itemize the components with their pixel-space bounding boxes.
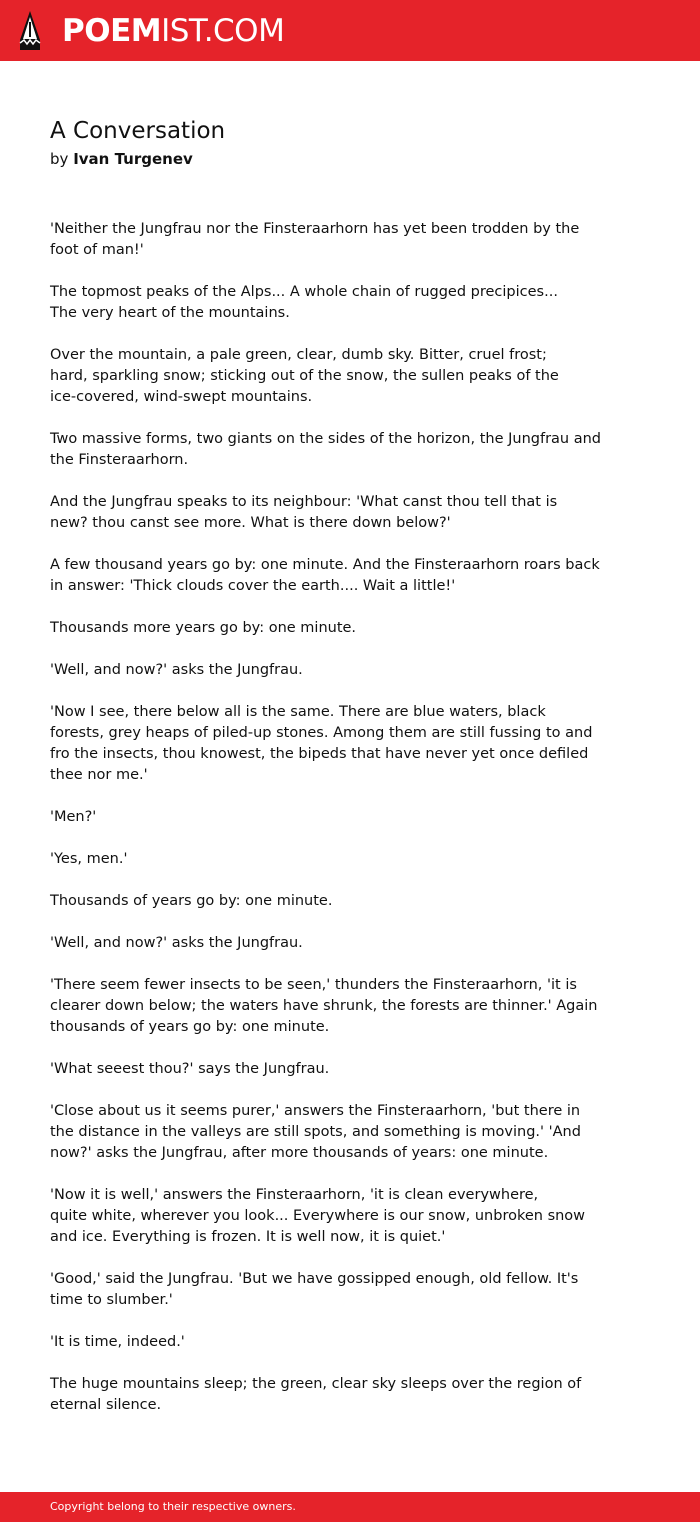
poem-line: the Finsteraarhorn.: [50, 452, 189, 468]
poem-line: 'Good,' said the Jungfrau. 'But we have gossipped enough, old fellow. It's: [50, 1271, 579, 1287]
poem-line: 'What seeest thou?' says the Jungfrau.: [50, 1061, 330, 1077]
poem-stanza: [50, 282, 575, 324]
poem-stanza: [50, 1185, 586, 1248]
poem-line: And the Jungfrau speaks to its neighbour: 'What canst thou tell that is: [50, 494, 558, 510]
poem-stanza: [50, 702, 593, 786]
poem-line: now?' asks the Jungfrau, after more thousands of years: one minute.: [50, 1145, 549, 1161]
poem-stanza: [50, 345, 575, 408]
poem-stanza: [50, 1101, 581, 1164]
poem-line: and ice. Everything is frozen. It is well now, it is quiet.': [50, 1229, 446, 1245]
poem-line: The very heart of the mountains.: [50, 305, 290, 321]
poem-line: thee nor me.': [50, 767, 148, 783]
poem-line: time to slumber.': [50, 1292, 173, 1308]
poem-line: 'Now I see, there below all is the same. There are blue waters, black: [50, 704, 546, 720]
poem-stanza: [50, 429, 601, 471]
poem-body: [50, 219, 601, 1437]
poem-line: Thousands of years go by: one minute.: [50, 893, 333, 909]
poem-title: A Conversation: [50, 118, 226, 144]
site-footer: [0, 1492, 700, 1522]
poem-stanza: [50, 1374, 582, 1416]
site-logo-link[interactable]: [18, 10, 285, 52]
poem-line: 'Men?': [50, 809, 97, 825]
poem-line: Over the mountain, a pale green, clear, dumb sky. Bitter, cruel frost;: [50, 347, 547, 363]
poem-stanza: [50, 975, 598, 1038]
poem-line: foot of man!': [50, 242, 144, 258]
poem-stanza: [50, 1059, 575, 1080]
poem-line: The huge mountains sleep; the green, clear sky sleeps over the region of: [50, 1376, 582, 1392]
poem-line: fro the insects, thou knowest, the bipeds that have never yet once defiled: [50, 746, 589, 762]
poem-line: hard, sparkling snow; sticking out of the snow, the sullen peaks of the: [50, 368, 559, 384]
poem-line: 'There seem fewer insects to be seen,' thunders the Finsteraarhorn, 'it is: [50, 977, 577, 993]
poem-line: in answer: 'Thick clouds cover the earth.... Wait a little!': [50, 578, 456, 594]
poem-line: quite white, wherever you look... Everywhere is our snow, unbroken snow: [50, 1208, 586, 1224]
poem-line: ice-covered, wind-swept mountains.: [50, 389, 313, 405]
poem-line: thousands of years go by: one minute.: [50, 1019, 330, 1035]
poem-stanza: [50, 492, 575, 534]
logo-text-light: IST.COM: [161, 13, 285, 49]
poem-stanza: [50, 219, 580, 261]
poem-line: A few thousand years go by: one minute. And the Finsteraarhorn roars back: [50, 557, 600, 573]
poem-line: new? thou canst see more. What is there down below?': [50, 515, 451, 531]
poem-line: clearer down below; the waters have shrunk, the forests are thinner.' Again: [50, 998, 598, 1014]
poem-byline: [50, 148, 193, 170]
poem-line: 'Yes, men.': [50, 851, 128, 867]
site-logo-text: [62, 10, 284, 52]
site-header: [0, 0, 700, 61]
pen-nib-icon: [18, 10, 42, 52]
author-name: Ivan Turgenev: [73, 150, 193, 168]
poem-stanza: [50, 849, 575, 870]
poem-line: Two massive forms, two giants on the sides of the horizon, the Jungfrau and: [50, 431, 601, 447]
poem-stanza: [50, 933, 575, 954]
poem-stanza: [50, 1269, 579, 1311]
poem-line: the distance in the valleys are still spots, and something is moving.' 'And: [50, 1124, 581, 1140]
poem-stanza: [50, 660, 575, 681]
poem-line: 'Now it is well,' answers the Finsteraarhorn, 'it is clean everywhere,: [50, 1187, 539, 1203]
poem-line: The topmost peaks of the Alps... A whole chain of rugged precipices...: [50, 284, 558, 300]
poem-stanza: [50, 618, 575, 639]
poem-stanza: [50, 807, 575, 828]
poem-stanza: [50, 891, 575, 912]
poem-line: Thousands more years go by: one minute.: [50, 620, 357, 636]
poem-line: forests, grey heaps of piled-up stones. Among them are still fussing to and: [50, 725, 593, 741]
poem-line: 'It is time, indeed.': [50, 1334, 185, 1350]
logo-text-bold: POEM: [62, 13, 162, 49]
poem-stanza: [50, 1332, 575, 1353]
poem-line: 'Close about us it seems purer,' answers the Finsteraarhorn, 'but there in: [50, 1103, 581, 1119]
poem-line: eternal silence.: [50, 1397, 162, 1413]
poem-line: 'Well, and now?' asks the Jungfrau.: [50, 935, 303, 951]
poem-line: 'Neither the Jungfrau nor the Finsteraarhorn has yet been trodden by the: [50, 221, 580, 237]
by-label: by: [50, 150, 69, 168]
copyright-notice: Copyright belong to their respective owners.: [50, 1500, 296, 1513]
poem-line: 'Well, and now?' asks the Jungfrau.: [50, 662, 303, 678]
poem-stanza: [50, 555, 600, 597]
